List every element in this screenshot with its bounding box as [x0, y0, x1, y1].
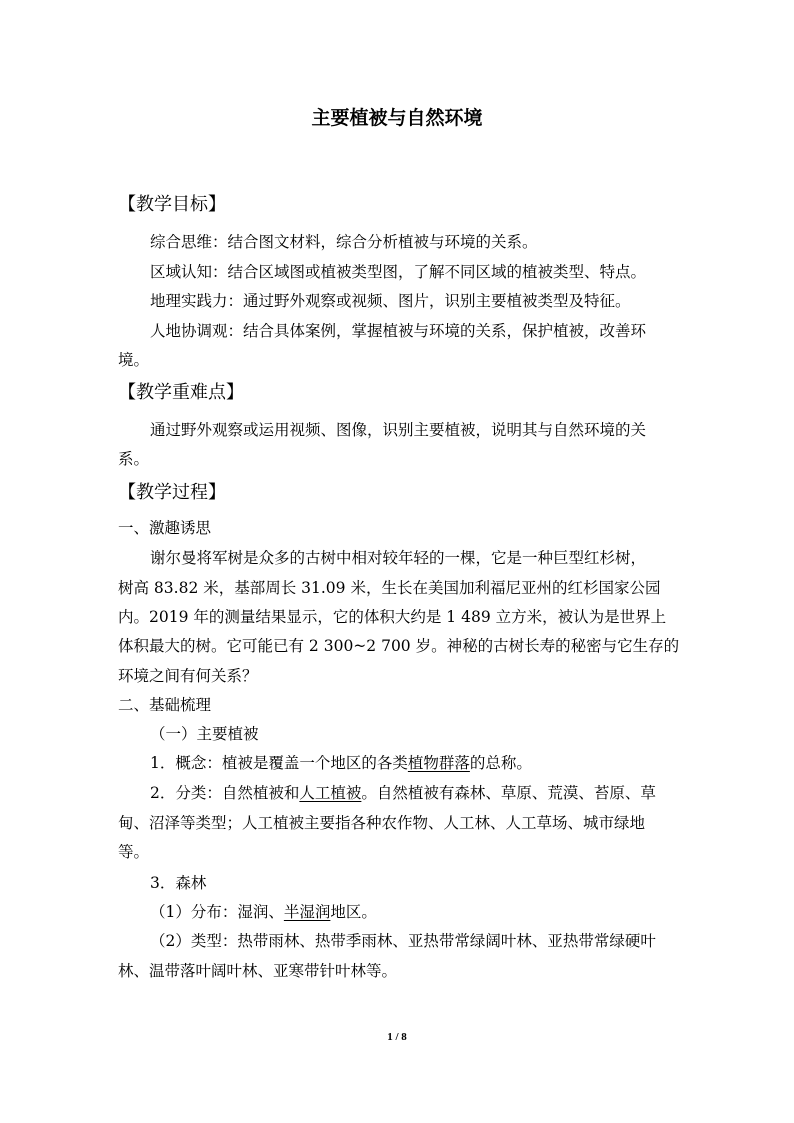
paragraph-line: 通过野外观察或运用视频、图像，识别主要植被，说明其与自然环境的关	[150, 421, 647, 439]
section-heading-key-points: 【教学重难点】	[118, 382, 244, 403]
section-heading-objectives: 【教学目标】	[118, 194, 226, 215]
paragraph-line: 人地协调观：结合具体案例，掌握植被与环境的关系，保护植被，改善环	[150, 322, 647, 340]
concept-prefix: 1．概念：植被是覆盖一个地区的各类	[150, 754, 408, 772]
classification-line	[150, 783, 656, 803]
distribution-prefix: （1）分布：湿润、	[150, 903, 284, 921]
paragraph-line: （2）类型：热带雨林、热带季雨林、亚热带常绿阔叶林、亚热带常绿硬叶	[150, 932, 656, 950]
classification-suffix: 。自然植被有森林、草原、荒漠、苔原、草	[361, 784, 656, 802]
part-title: 二、基础梳理	[118, 696, 212, 714]
concept-line	[150, 753, 532, 773]
paragraph-line: 地理实践力：通过野外观察或视频、图片，识别主要植被类型及特征。	[150, 292, 631, 310]
part-title: 一、激趣诱思	[118, 519, 212, 537]
paragraph-line: 系。	[118, 450, 150, 468]
paragraph-line: 综合思维：结合图文材料，综合分析植被与环境的关系。	[150, 233, 538, 251]
concept-underlined-term: 植物群落	[407, 754, 470, 772]
paragraph-line: 甸、沼泽等类型；人工植被主要指各种农作物、人工林、人工草场、城市绿地	[118, 814, 646, 832]
classification-prefix: 2．分类：自然植被和	[150, 784, 300, 802]
paragraph-line: 谢尔曼将军树是众多的古树中相对较年轻的一棵，它是一种巨型红杉树，	[150, 549, 647, 567]
paragraph-line: 树高 83.82 米，基部周长 31.09 米，生长在美国加利福尼亚州的红杉国家公园	[118, 579, 661, 597]
paragraph-line: 体积最大的树。它可能已有 2 300~2 700 岁。神秘的古树长寿的秘密与它生存的	[118, 637, 680, 655]
subsection-title: （一）主要植被	[150, 725, 259, 743]
page-number: 1 / 8	[387, 1031, 407, 1043]
paragraph-line: 境。	[118, 351, 150, 369]
concept-suffix: 的总称。	[469, 754, 532, 772]
forest-title: 3．森林	[150, 874, 207, 892]
paragraph-line: 林、温带落叶阔叶林、亚寒带针叶林等。	[118, 962, 398, 980]
paragraph-line: 内。2019 年的测量结果显示，它的体积大约是 1 489 立方米，被认为是世界上	[118, 608, 667, 626]
distribution-suffix: 地区。	[330, 903, 377, 921]
paragraph-line: 环境之间有何关系？	[118, 667, 258, 685]
page-title: 主要植被与自然环境	[311, 107, 483, 129]
paragraph-line: 等。	[118, 843, 150, 861]
paragraph-line: 区域认知：结合区域图或植被类型图，了解不同区域的植被类型、特点。	[150, 263, 647, 281]
distribution-line	[150, 902, 377, 922]
classification-underlined-term: 人工植被	[299, 784, 362, 802]
section-heading-process: 【教学过程】	[118, 482, 226, 503]
distribution-underlined-term: 半湿润	[283, 903, 331, 921]
